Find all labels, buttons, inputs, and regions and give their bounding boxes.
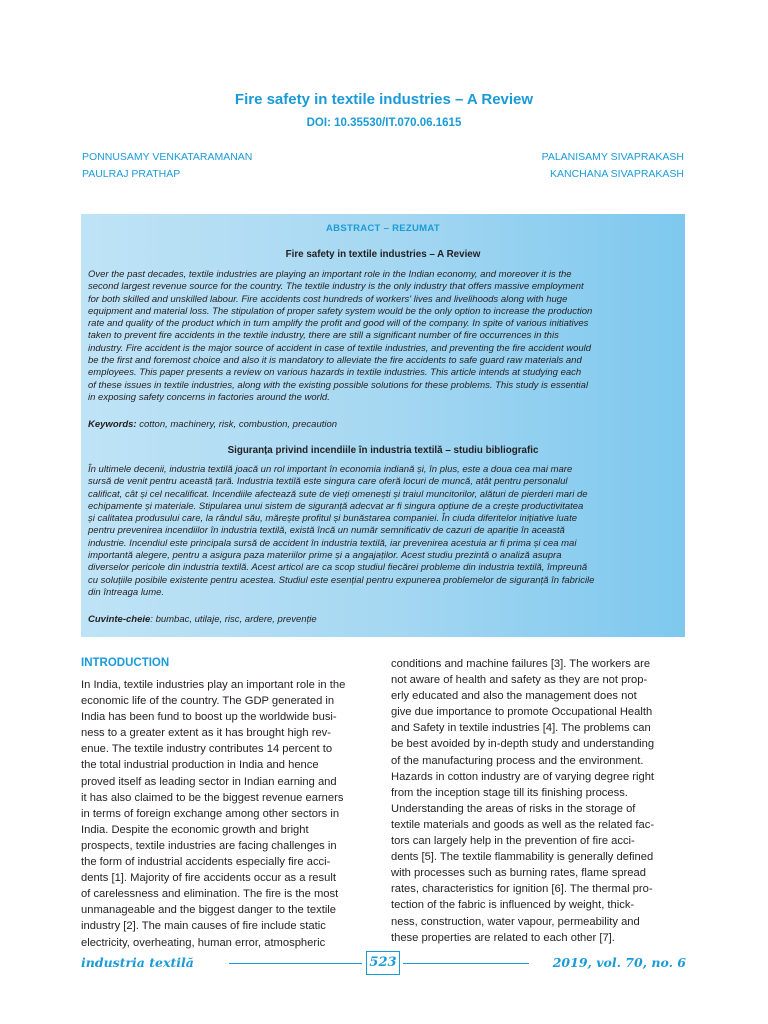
text-line: in terms of foreign exchange among other sectors in <box>81 807 340 820</box>
text-line: India has been fund to boost up the worldwide busi- <box>81 711 337 724</box>
text-line: taken to prevent fire accidents in the textile industry, there are still a significant number of fire occurrences in this <box>88 330 559 342</box>
text-line: pentru prevenirea incendiilor în industria textilă, există încă un număr semnificativ de cazuri de apariție în această <box>88 525 565 537</box>
text-line: In India, textile industries play an important role in the <box>81 679 346 691</box>
text-line: În ultimele decenii, industria textilă joacă un rol important în economia indiană și, în plus, este a doua cea mai mare <box>88 464 573 475</box>
text-line: in exposing safety concerns in factories around the world. <box>88 391 330 403</box>
text-line: tection of the fabric is influenced by weight, thick- <box>391 899 635 912</box>
text-line: give due importance to promote Occupational Health <box>391 706 653 719</box>
text-line: calificat, cât și cel necalificat. Incendiile afectează sute de vieți omenești și traiul muncitorilor, alături de pierderi mari de <box>88 488 588 500</box>
article-title: Fire safety in textile industries – A Review <box>234 91 534 108</box>
body-column-right <box>391 656 686 946</box>
page-footer <box>81 953 686 975</box>
text-line: and Safety in textile industries [4]. The problems can <box>391 722 651 735</box>
text-line: tors can largely help in the prevention of fire acci- <box>391 835 635 848</box>
author-name: PONNUSAMY VENKATARAMANAN <box>82 151 253 163</box>
text-line: industry. Fire accident is the major source of accident in case of textile industries, and preventing the fire accident would <box>88 342 592 354</box>
keywords-label: Keywords: <box>88 419 137 430</box>
text-line: Over the past decades, textile industries are playing an important role in the Indian economy, and moreover it is the <box>88 269 572 280</box>
text-line: be best avoided by in-depth study and understanding <box>391 738 655 751</box>
text-line: diverselor pericole din industria textilă. Acest articol are ca scop studiul fiecărei probleme din industria textilă, împreună <box>88 562 588 574</box>
text-line: echipamente și materiale. Stipularea unui sistem de siguranță adecvat ar fi singura opțiune de a crește productivitatea <box>88 500 584 512</box>
text-line: from the inception stage till its finishing process. <box>391 786 628 799</box>
text-line: rate and quality of the product which in turn amplify the profit and good will of the company. In spite of various initiatives <box>88 318 589 330</box>
text-line: these properties are related to each other [7]. <box>391 931 615 944</box>
text-line: of these issues in textile industries, along with the existing possible solutions for these problems. This study is essential <box>88 379 589 391</box>
text-line: ness to a greater extent as it has brought high rev- <box>81 727 331 740</box>
author-name: PAULRAJ PRATHAP <box>82 168 181 180</box>
authors-left <box>82 149 252 183</box>
keywords-label: Cuvinte-cheie <box>88 614 151 625</box>
text-line: dents [1]. Majority of fire accidents occur as a result <box>81 872 336 885</box>
text-line: importantă alegere, pentru a asigura paza materiilor prime și a angajaților. Acest studiu prezintă o analiză asupra <box>88 550 562 562</box>
text-line: prospects, textile industries are facing challenges in <box>81 839 337 852</box>
page-number: 523 <box>366 951 400 975</box>
abstract-ro-title: Siguranța privind incendiile în industria textilă – studiu bibliografic <box>227 445 539 456</box>
abstract-ro-text <box>88 464 681 599</box>
text-line: employees. This paper presents a review on various hazards in textile industries. This article intends at studying each <box>88 367 582 379</box>
text-line: not aware of health and safety as they are not prop- <box>391 674 648 687</box>
issue-info: 2019, vol. 70, no. 6 <box>552 955 686 970</box>
text-line: electricity, overheating, human error, atmospheric <box>81 936 326 949</box>
author-name: KANCHANA SIVAPRAKASH <box>549 168 684 180</box>
text-line: India. Despite the economic growth and bright <box>81 823 309 836</box>
abstract-en-keywords <box>88 419 681 430</box>
text-line: ness, construction, water vapour, permeability and <box>391 915 640 928</box>
authors-right <box>542 149 684 183</box>
text-line: textile materials and goods as well as the related fac- <box>391 818 655 831</box>
text-line: rates, characteristics for ignition [6]. The thermal pro- <box>391 883 653 896</box>
abstract-en-text <box>88 269 681 404</box>
text-line: Hazards in cotton industry are of varying degree right <box>391 770 655 783</box>
text-line: sursă de venit pentru această țară. Industria textilă este singura care oferă locuri de muncă, atât pentru personalul <box>88 476 568 488</box>
keywords-list: : bumbac, utilaje, risc, ardere, prevenție <box>150 614 317 625</box>
text-line: second largest revenue source for the country. The textile industry is the only industry that offers massive employment <box>88 281 584 293</box>
text-line: of the manufacturing process and the environment. <box>391 754 644 767</box>
abstract-heading: ABSTRACT – REZUMAT <box>326 223 440 234</box>
text-line: industry [2]. The main causes of fire include static <box>81 920 326 933</box>
keywords-list: cotton, machinery, risk, combustion, precaution <box>136 419 338 430</box>
text-line: economic life of the country. The GDP generated in <box>81 695 335 708</box>
abstract-en-title: Fire safety in textile industries – A Review <box>285 249 481 260</box>
body-column-left <box>81 677 376 951</box>
text-line: for both skilled and unskilled labour. Fire accidents cost hundreds of workers' lives and livelihoods along with huge <box>88 293 568 305</box>
text-line: conditions and machine failures [3]. The workers are <box>391 658 651 670</box>
text-line: cu soluțiile posibile existente pentru acestea. Studiul este esențial pentru expunerea problemelor de siguranță în fabricile <box>88 574 595 586</box>
text-line: equipment and material loss. The stipulation of proper safety system would be the only option to increase the production <box>88 305 593 317</box>
text-line: the total industrial production in India and hence <box>81 759 319 772</box>
text-line: the form of industrial accidents especially fire acci- <box>81 856 331 869</box>
author-name: PALANISAMY SIVAPRAKASH <box>541 151 684 163</box>
text-line: industrie. Incendiul este principala sursă de accident în industria textilă, iar prevenirea acestuia ar fi prima și cea mai <box>88 537 577 549</box>
footer-rule-right <box>403 963 529 964</box>
text-line: și calitatea produsului care, la rândul său, mărește profitul și bunăstarea companiei. În ciuda diferitelor inițiative luate <box>88 513 577 525</box>
text-line: of carelessness and elimination. The fire is the most <box>81 888 339 901</box>
text-line: Understanding the areas of risks in the storage of <box>391 802 636 815</box>
text-line: din întreaga lume. <box>88 586 165 598</box>
abstract-box <box>81 214 685 637</box>
text-line: proved itself as leading sector in Indian earning and <box>81 775 337 788</box>
journal-name: industria textilă <box>81 955 194 970</box>
footer-rule-left <box>229 963 362 964</box>
text-line: it has also claimed to be the biggest revenue earners <box>81 791 344 804</box>
section-heading: INTRODUCTION <box>81 657 170 669</box>
text-line: enue. The textile industry contributes 14 percent to <box>81 743 333 756</box>
text-line: be the first and foremost choice and also it is mandatory to alleviate the fire accidents to safe guard raw materials and <box>88 355 582 367</box>
text-line: erly educated and also the management does not <box>391 690 637 703</box>
abstract-ro-keywords <box>88 614 681 625</box>
text-line: with processes such as burning rates, flame spread <box>391 867 646 880</box>
text-line: dents [5]. The textile flammability is generally defined <box>391 851 654 864</box>
text-line: unmanageable and the biggest danger to the textile <box>81 904 337 917</box>
doi-line: DOI: 10.35530/IT.070.06.1615 <box>306 117 462 129</box>
